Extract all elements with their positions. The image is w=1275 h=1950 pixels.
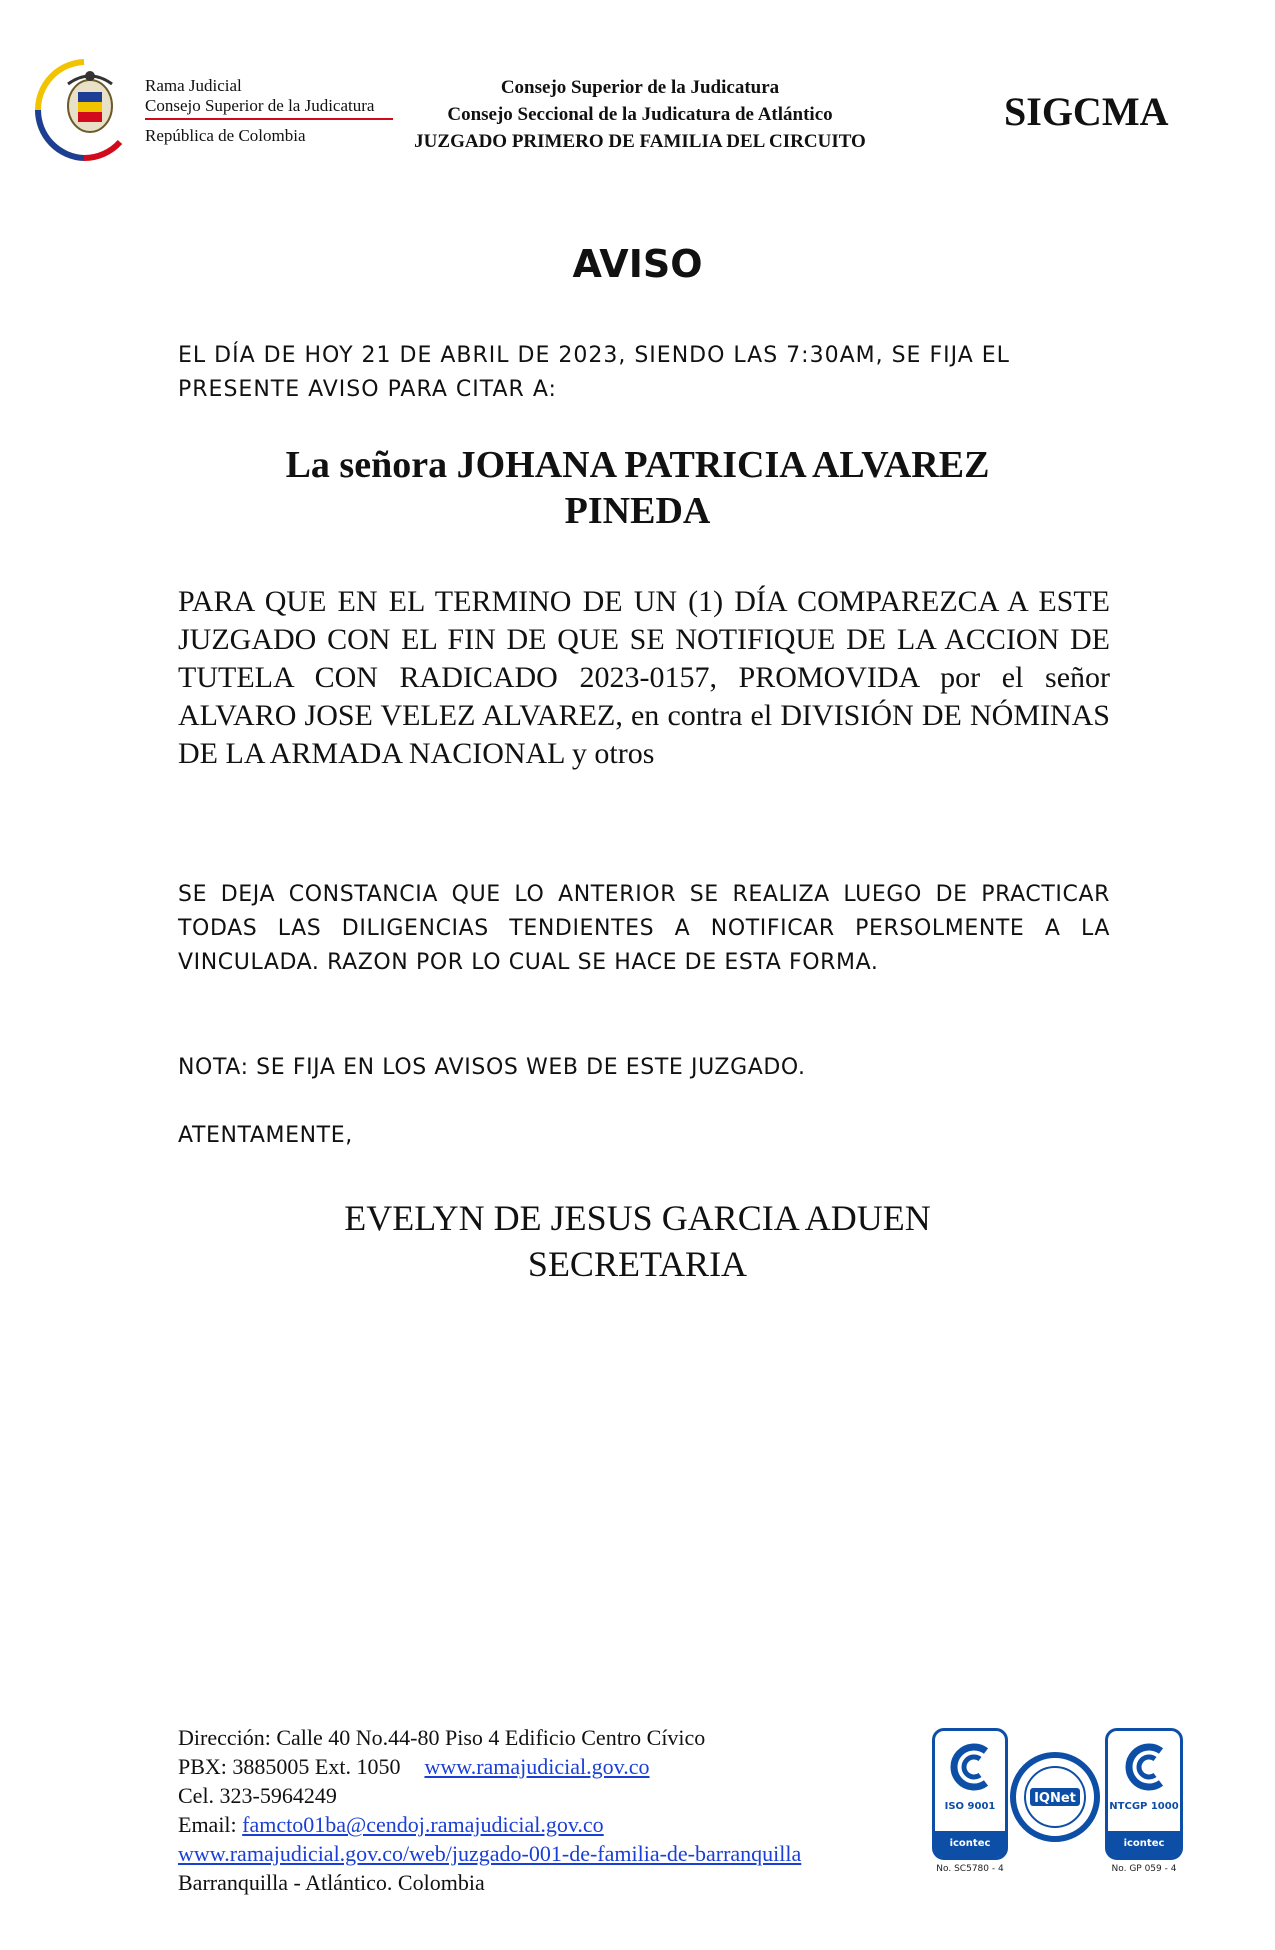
icontec-mark-icon [938, 1737, 1008, 1797]
iso-label: ISO 9001 [944, 1801, 996, 1812]
ntcgp-certification-badge [1105, 1728, 1183, 1874]
header-line-3: JUZGADO PRIMERO DE FAMILIA DEL CIRCUITO [414, 131, 866, 152]
footer-city: Barranquilla - Atlántico. Colombia [178, 1870, 485, 1895]
closing-line: ATENTAMENTE, [178, 1123, 353, 1148]
signature-block [0, 1195, 1275, 1287]
footer-pbx: PBX: 3885005 Ext. 1050 [178, 1754, 401, 1779]
system-label: SIGCMA [1004, 89, 1169, 134]
colombia-coat-of-arms-logo [28, 54, 140, 166]
footer-contact [178, 1723, 801, 1897]
email-label: Email: [178, 1812, 237, 1837]
signer-role: SECRETARIA [527, 1244, 748, 1284]
iso-certification-badge [932, 1728, 1008, 1874]
footer-email-row [178, 1810, 801, 1839]
org-line-1: Rama Judicial [145, 76, 242, 95]
court-page-link[interactable]: www.ramajudicial.gov.co/web/juzgado-001-de-familia-de-barranquilla [178, 1841, 802, 1866]
website-link[interactable]: www.ramajudicial.gov.co [424, 1754, 650, 1779]
email-link[interactable]: famcto01ba@cendoj.ramajudicial.gov.co [242, 1812, 604, 1837]
header-line-2: Consejo Seccional de la Judicatura de Atlántico [447, 104, 833, 125]
ntcgp-number: No. GP 059 - 4 [1111, 1864, 1177, 1874]
judicial-branch-block [145, 76, 393, 146]
document-title: AVISO [572, 242, 703, 286]
icontec-mark-icon [1111, 1737, 1183, 1797]
constancia-paragraph: SE DEJA CONSTANCIA QUE LO ANTERIOR SE REALIZA LUEGO DE PRACTICAR TODAS LAS DILIGENCIAS TENDIENTES A NOTIFICAR PERSOLMENTE A LA VINCULADA. RAZON POR LO CUAL SE HACE DE ESTA FORMA. [178, 882, 1110, 975]
red-divider [145, 118, 393, 120]
nota-line: NOTA: SE FIJA EN LOS AVISOS WEB DE ESTE JUZGADO. [178, 1055, 806, 1080]
iqnet-seal-icon [1010, 1752, 1100, 1842]
footer-cel: Cel. 323-5964249 [178, 1783, 337, 1808]
addressee-line-1: La señora JOHANA PATRICIA ALVAREZ [285, 444, 990, 486]
org-line-3: República de Colombia [145, 126, 306, 145]
header-line-1: Consejo Superior de la Judicatura [500, 77, 780, 98]
iso-number: No. SC5780 - 4 [936, 1864, 1004, 1874]
addressee [200, 442, 1075, 534]
certifier-name: icontec [1108, 1831, 1180, 1857]
signer-name: EVELYN DE JESUS GARCIA ADUEN [344, 1198, 931, 1238]
certifier-name: icontec [935, 1831, 1005, 1857]
ntcgp-label: NTCGP 1000 [1109, 1801, 1179, 1812]
footer-address: Dirección: Calle 40 No.44-80 Piso 4 Edificio Centro Cívico [178, 1725, 706, 1750]
intro-paragraph: EL DÍA DE HOY 21 DE ABRIL DE 2023, SIENDO LAS 7:30AM, SE FIJA EL PRESENTE AVISO PARA CITAR A: [178, 343, 1010, 402]
iqnet-certification-badge [1010, 1752, 1100, 1846]
addressee-line-2: PINEDA [564, 490, 711, 532]
header-center [380, 74, 900, 155]
org-line-2: Consejo Superior de la Judicatura [145, 96, 375, 115]
body-paragraph: PARA QUE EN EL TERMINO DE UN (1) DÍA COMPAREZCA A ESTE JUZGADO CON EL FIN DE QUE SE NOTIFIQUE DE LA ACCION DE TUTELA CON RADICADO 2023-0157, PROMOVIDA por el señor ALVARO JOSE VELEZ ALVAREZ, en contra el DIVISIÓN DE NÓMINAS DE LA ARMADA NACIONAL y otros [178, 585, 1110, 770]
iqnet-label: IQNet [1034, 1791, 1076, 1806]
footer-phone-row [178, 1752, 801, 1781]
